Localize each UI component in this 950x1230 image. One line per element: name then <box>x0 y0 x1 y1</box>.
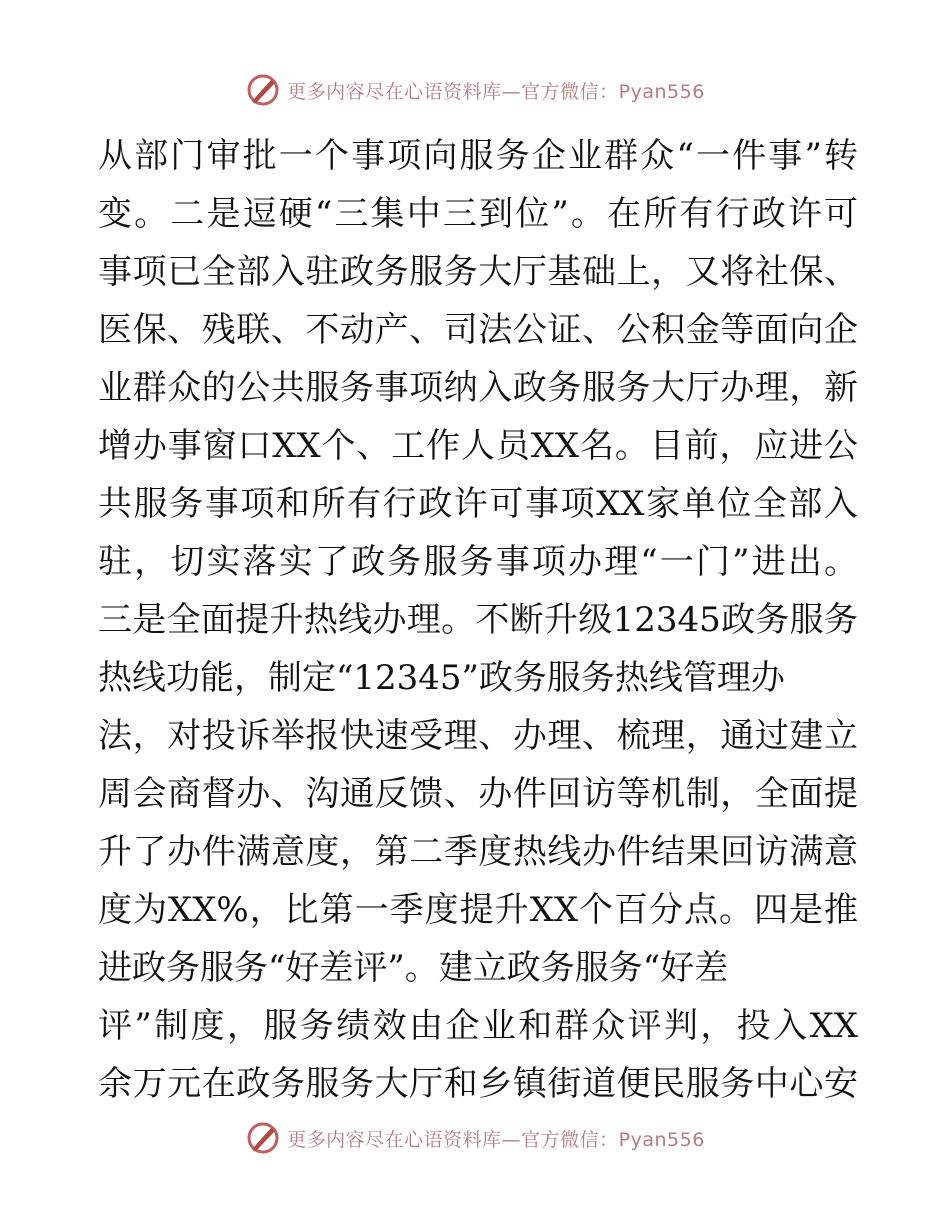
text-line: 变。二是逗硬“三集中三到位”。在所有行政许可 <box>98 194 858 234</box>
text-line: 共服务事项和所有行政许可事项XX家单位全部入 <box>98 484 858 524</box>
text-line: 评”制度，服务绩效由企业和群众评判，投入XX <box>98 1006 858 1046</box>
header-watermark <box>0 70 950 110</box>
text-line: 法，对投诉举报快速受理、办理、梳理，通过建立 <box>98 716 858 756</box>
text-line: 余万元在政务服务大厅和乡镇街道便民服务中心安 <box>98 1064 858 1104</box>
watermark-text: 更多内容尽在心语资料库—官方微信：Pyan556 <box>287 80 705 103</box>
quill-pen-circle-logo <box>245 72 281 108</box>
text-line: 周会商督办、沟通反馈、办件回访等机制，全面提 <box>98 774 858 814</box>
footer-watermark <box>0 1118 950 1158</box>
text-line: 升了办件满意度，第二季度热线办件结果回访满意 <box>98 832 858 872</box>
text-line: 驻，切实落实了政务服务事项办理“一门”进出。 <box>98 542 858 582</box>
text-line: 事项已全部入驻政务服务大厅基础上，又将社保、 <box>98 252 858 292</box>
text-line: 度为XX%，比第一季度提升XX个百分点。四是推 <box>98 890 858 930</box>
watermark-text: 更多内容尽在心语资料库—官方微信：Pyan556 <box>287 1128 705 1151</box>
text-line: 热线功能，制定“12345”政务服务热线管理办 <box>98 658 785 698</box>
text-line: 增办事窗口XX个、工作人员XX名。目前，应进公 <box>98 426 858 466</box>
quill-pen-circle-logo <box>245 1120 281 1156</box>
document-body <box>98 127 858 1113</box>
text-line: 医保、残联、不动产、司法公证、公积金等面向企 <box>98 310 858 350</box>
text-line: 进政务服务“好差评”。建立政务服务“好差 <box>98 948 729 988</box>
text-line: 业群众的公共服务事项纳入政务服务大厅办理，新 <box>98 368 858 408</box>
text-line: 三是全面提升热线办理。不断升级12345政务服务 <box>98 600 858 640</box>
text-line: 从部门审批一个事项向服务企业群众“一件事”转 <box>98 136 858 176</box>
